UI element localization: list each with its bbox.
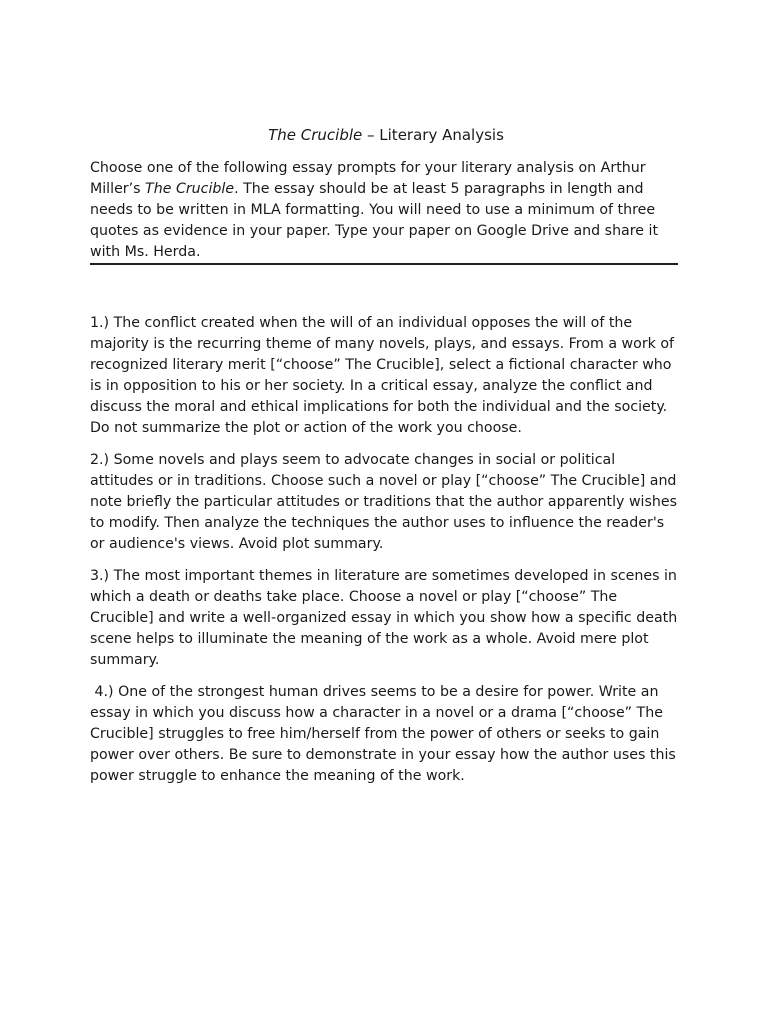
intro-part1: Choose one of the following essay prompts for your literary analysis on Arthur Miller’s	[90, 160, 646, 197]
title-rest: – Literary Analysis	[362, 126, 504, 144]
title-italic: The Crucible	[268, 126, 363, 144]
prompt-3: 3.) The most important themes in literature are sometimes developed in scenes in which a death or deaths take place. Choose a novel or play [“choose” The Crucible] and write a well-organized essay in which you show how a specific death scene helps to illuminate the meaning of the work as a whole. Avoid mere plot summary.	[90, 568, 678, 668]
document-title	[90, 125, 682, 145]
prompt-list	[90, 313, 682, 798]
intro-paragraph	[90, 158, 682, 263]
prompt-1: 1.) The conflict created when the will of an individual opposes the will of the majority is the recurring theme of many novels, plays, and essays. From a work of recognized literary merit [“choose” The Crucible], select a fictional character who is in opposition to his or her society. In a critical essay, analyze the conflict and discuss the moral and ethical implications for both the individual and the society. Do not summarize the plot or action of the work you choose.	[90, 315, 675, 436]
prompt-4: 4.) One of the strongest human drives seems to be a desire for power. Write an essay in which you discuss how a character in a novel or a drama [“choose” The Crucible] struggles to free him/herself from the power of others or seeks to gain power over others. Be sure to demonstrate in your essay how the author uses this power struggle to enhance the meaning of the work.	[90, 684, 681, 784]
prompt-2: 2.) Some novels and plays seem to advocate changes in social or political attitudes or in traditions. Choose such a novel or play [“choose” The Crucible] and note briefly the particular attitudes or traditions that the author apparently wishes to modify. Then analyze the techniques the author uses to influence the reader's or audience's views. Avoid plot summary.	[90, 452, 677, 552]
intro-part2: . The essay should be at least 5 paragraphs in length and needs to be written in MLA formatting. You will need to use a minimum of three quotes as evidence in your paper. Type your paper on Google Drive and share it with Ms. Herda.	[90, 181, 659, 260]
intro-italic: The Crucible	[145, 181, 235, 197]
horizontal-rule	[90, 263, 678, 265]
